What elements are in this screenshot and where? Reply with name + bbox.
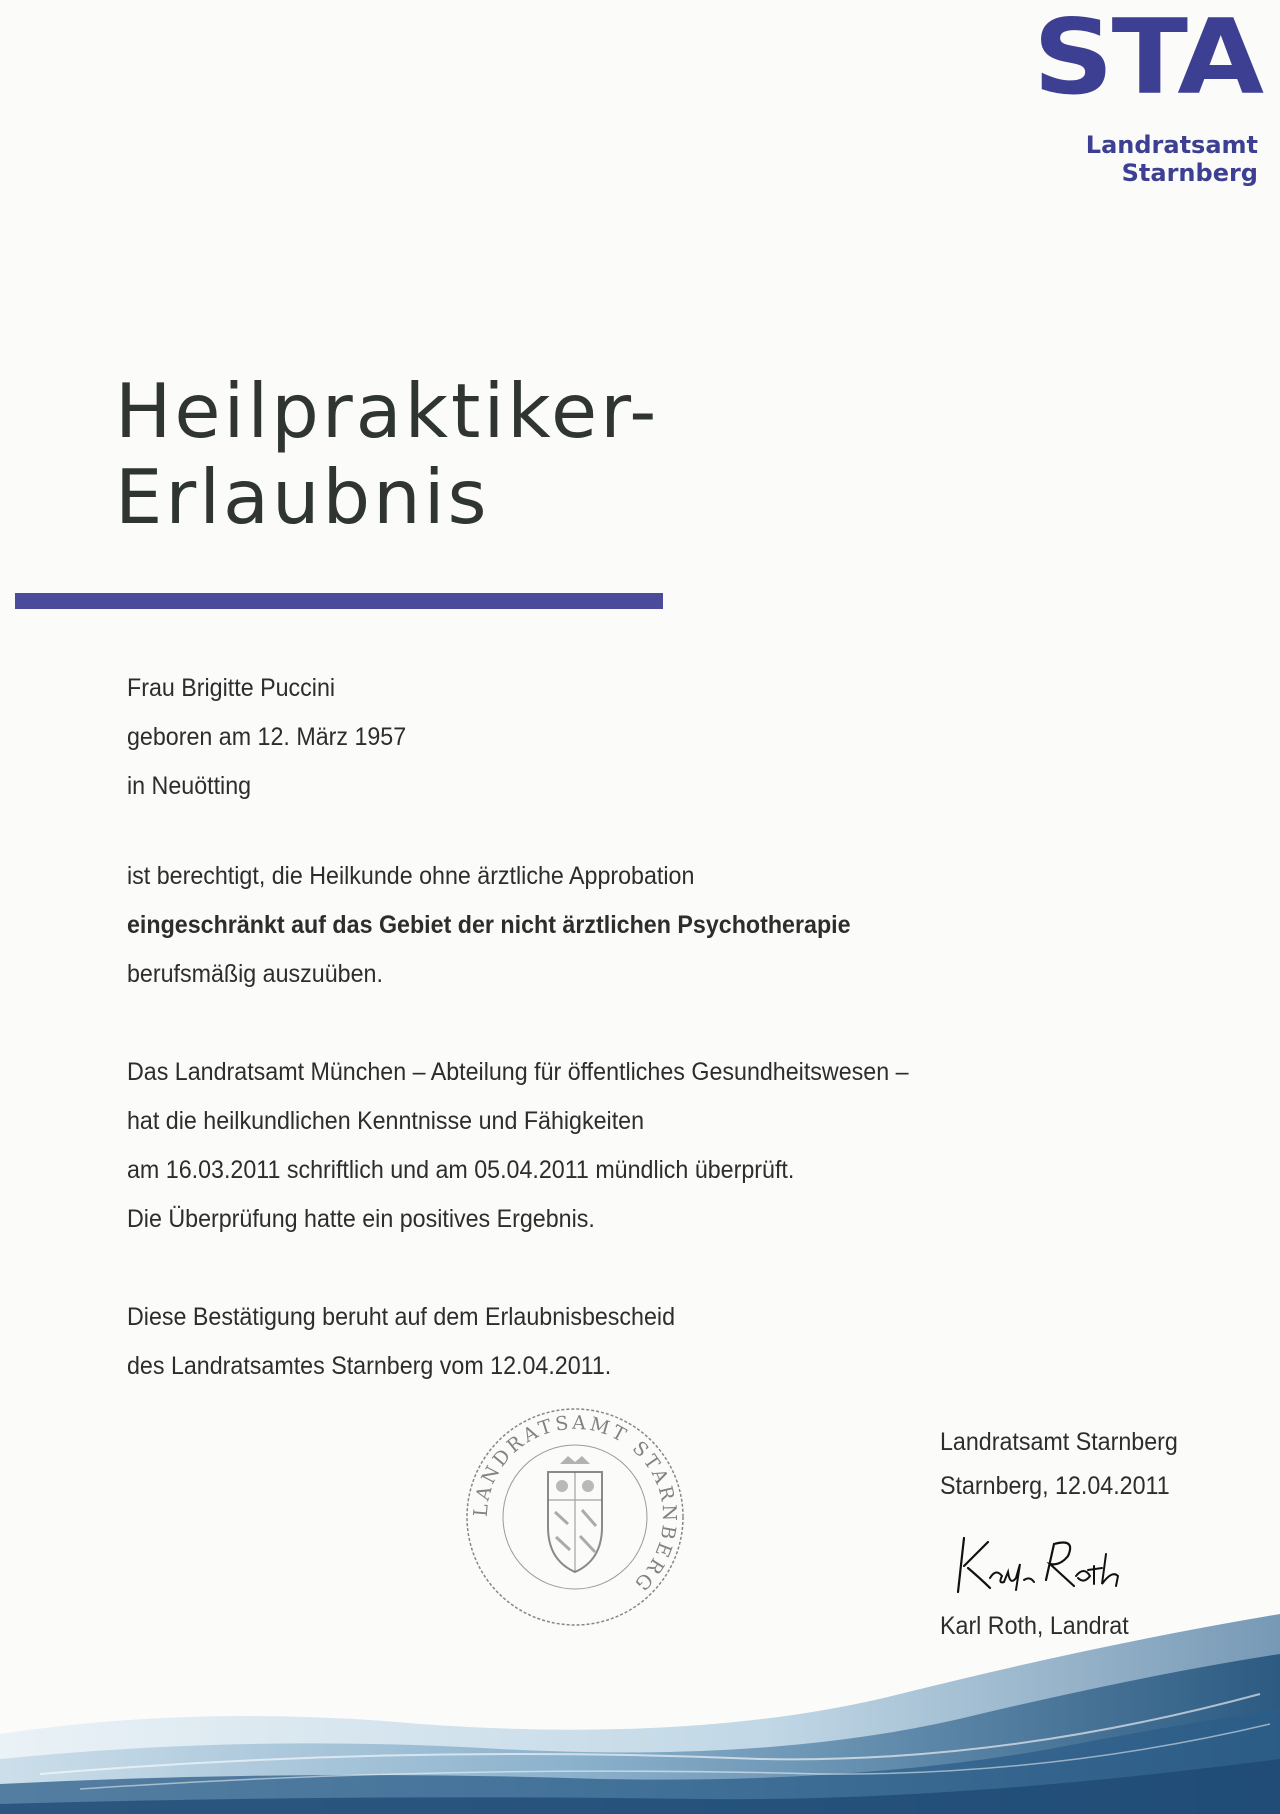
permission-line-3: berufsmäßig auszuüben. [127,960,383,988]
person-block [127,664,406,811]
basis-line-1: Diese Bestätigung beruht auf dem Erlaubnisbescheid [127,1303,676,1331]
authority-block [940,1420,1178,1508]
exam-line-4: Die Überprüfung hatte ein positives Ergebnis. [127,1205,595,1233]
logo-subtitle: Landratsamt Starnberg [1085,130,1258,187]
seal-ring-text: LANDRATSAMT STARNBERG [469,1411,681,1597]
authority-office: Landratsamt Starnberg [940,1428,1178,1456]
person-birth-place: in Neuötting [127,772,252,800]
person-name: Frau Brigitte Puccini [127,674,336,702]
sta-logo [942,0,1262,187]
title-line-1: Heilpraktiker- [115,367,660,455]
title-line-2: Erlaubnis [115,453,490,541]
person-birth-date: geboren am 12. März 1957 [127,723,407,751]
exam-block [127,1048,909,1244]
permission-block [127,852,851,999]
permission-line-1: ist berechtigt, die Heilkunde ohne ärztliche Approbation [127,862,695,890]
signer-name: Karl Roth, Landrat [940,1612,1129,1640]
title-underline-bar [15,593,663,609]
exam-line-3: am 16.03.2011 schriftlich und am 05.04.2011 mündlich überprüft. [127,1156,795,1184]
exam-line-1: Das Landratsamt München – Abteilung für öffentliches Gesundheitswesen – [127,1058,909,1086]
exam-line-2: hat die heilkundlichen Kenntnisse und Fähigkeiten [127,1107,645,1135]
permission-restriction: eingeschränkt auf das Gebiet der nicht ärztlichen Psychotherapie [127,911,851,939]
logo-mark: STA [1032,0,1262,118]
basis-line-2: des Landratsamtes Starnberg vom 12.04.2011. [127,1352,612,1380]
document-title [115,368,659,540]
basis-block [127,1293,675,1391]
decorative-wave-footer [0,1584,1280,1814]
authority-place-date: Starnberg, 12.04.2011 [940,1472,1170,1500]
